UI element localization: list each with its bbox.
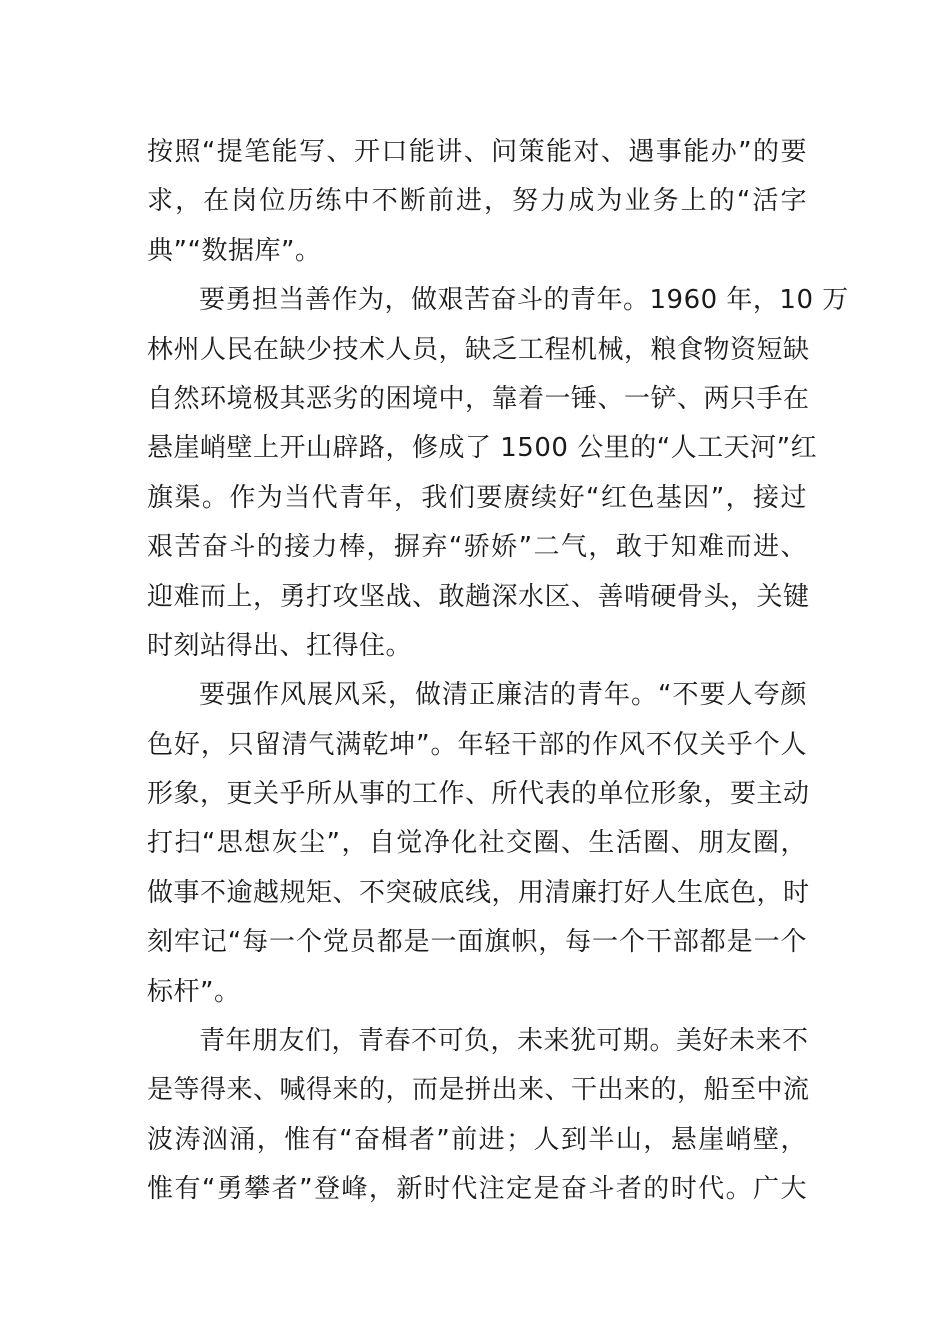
text-line: 旗渠。作为当代青年，我们要赓续好“红色基因”，接过 — [147, 482, 807, 513]
text-line: 要强作风展风采，做清正廉洁的青年。“不要人夸颜 — [199, 680, 807, 711]
text-line: 形象，更关乎所从事的工作、所代表的单位形象，要主动 — [147, 779, 810, 810]
text-line: 是等得来、喊得来的，而是拼出来、干出来的，船至中流 — [147, 1075, 810, 1106]
text-line: 刻牢记“每一个党员都是一面旗帜，每一个干部都是一个 — [147, 927, 807, 958]
text-line: 迎难而上，勇打攻坚战、敢趟深水区、善啃硬骨头，关键 — [147, 581, 810, 612]
text-line: 做事不逾越规矩、不突破底线，用清廉打好人生底色，时 — [147, 877, 810, 908]
text-line: 按照“提笔能写、开口能讲、问策能对、遇事能办”的要 — [147, 137, 807, 167]
text-line: 林州人民在缺少技术人员，缺乏工程机械，粮食物资短缺 — [147, 334, 810, 365]
text-line: 艰苦奋斗的接力棒，摒弃“骄娇”二气，敢于知难而进、 — [147, 532, 807, 563]
text-line: 悬崖峭壁上开山辟路，修成了 1500 公里的“人工天河”红 — [147, 433, 818, 464]
text-line: 求，在岗位历练中不断前进，努力成为业务上的“活字 — [147, 186, 807, 217]
text-line: 要勇担当善作为，做艰苦奋斗的青年。1960 年，10 万 — [199, 285, 849, 316]
text-line: 自然环境极其恶劣的困境中，靠着一锤、一铲、两只手在 — [147, 383, 810, 414]
text-line: 典”“数据库”。 — [147, 235, 322, 266]
text-line: 青年朋友们，青春不可负，未来犹可期。美好未来不 — [199, 1026, 809, 1057]
text-line: 时刻站得出、扛得住。 — [147, 630, 413, 661]
text-line: 标杆”。 — [147, 976, 241, 1007]
body-text — [147, 128, 849, 1215]
text-line: 打扫“思想灰尘”，自觉净化社交圈、生活圈、朋友圈， — [147, 828, 807, 859]
text-line: 波涛汹涌，惟有“奋楫者”前进；人到半山，悬崖峭壁， — [147, 1124, 807, 1155]
text-line: 色好，只留清气满乾坤”。年轻干部的作风不仅关乎个人 — [147, 729, 807, 760]
text-line: 惟有“勇攀者”登峰，新时代注定是奋斗者的时代。广大 — [147, 1174, 807, 1205]
